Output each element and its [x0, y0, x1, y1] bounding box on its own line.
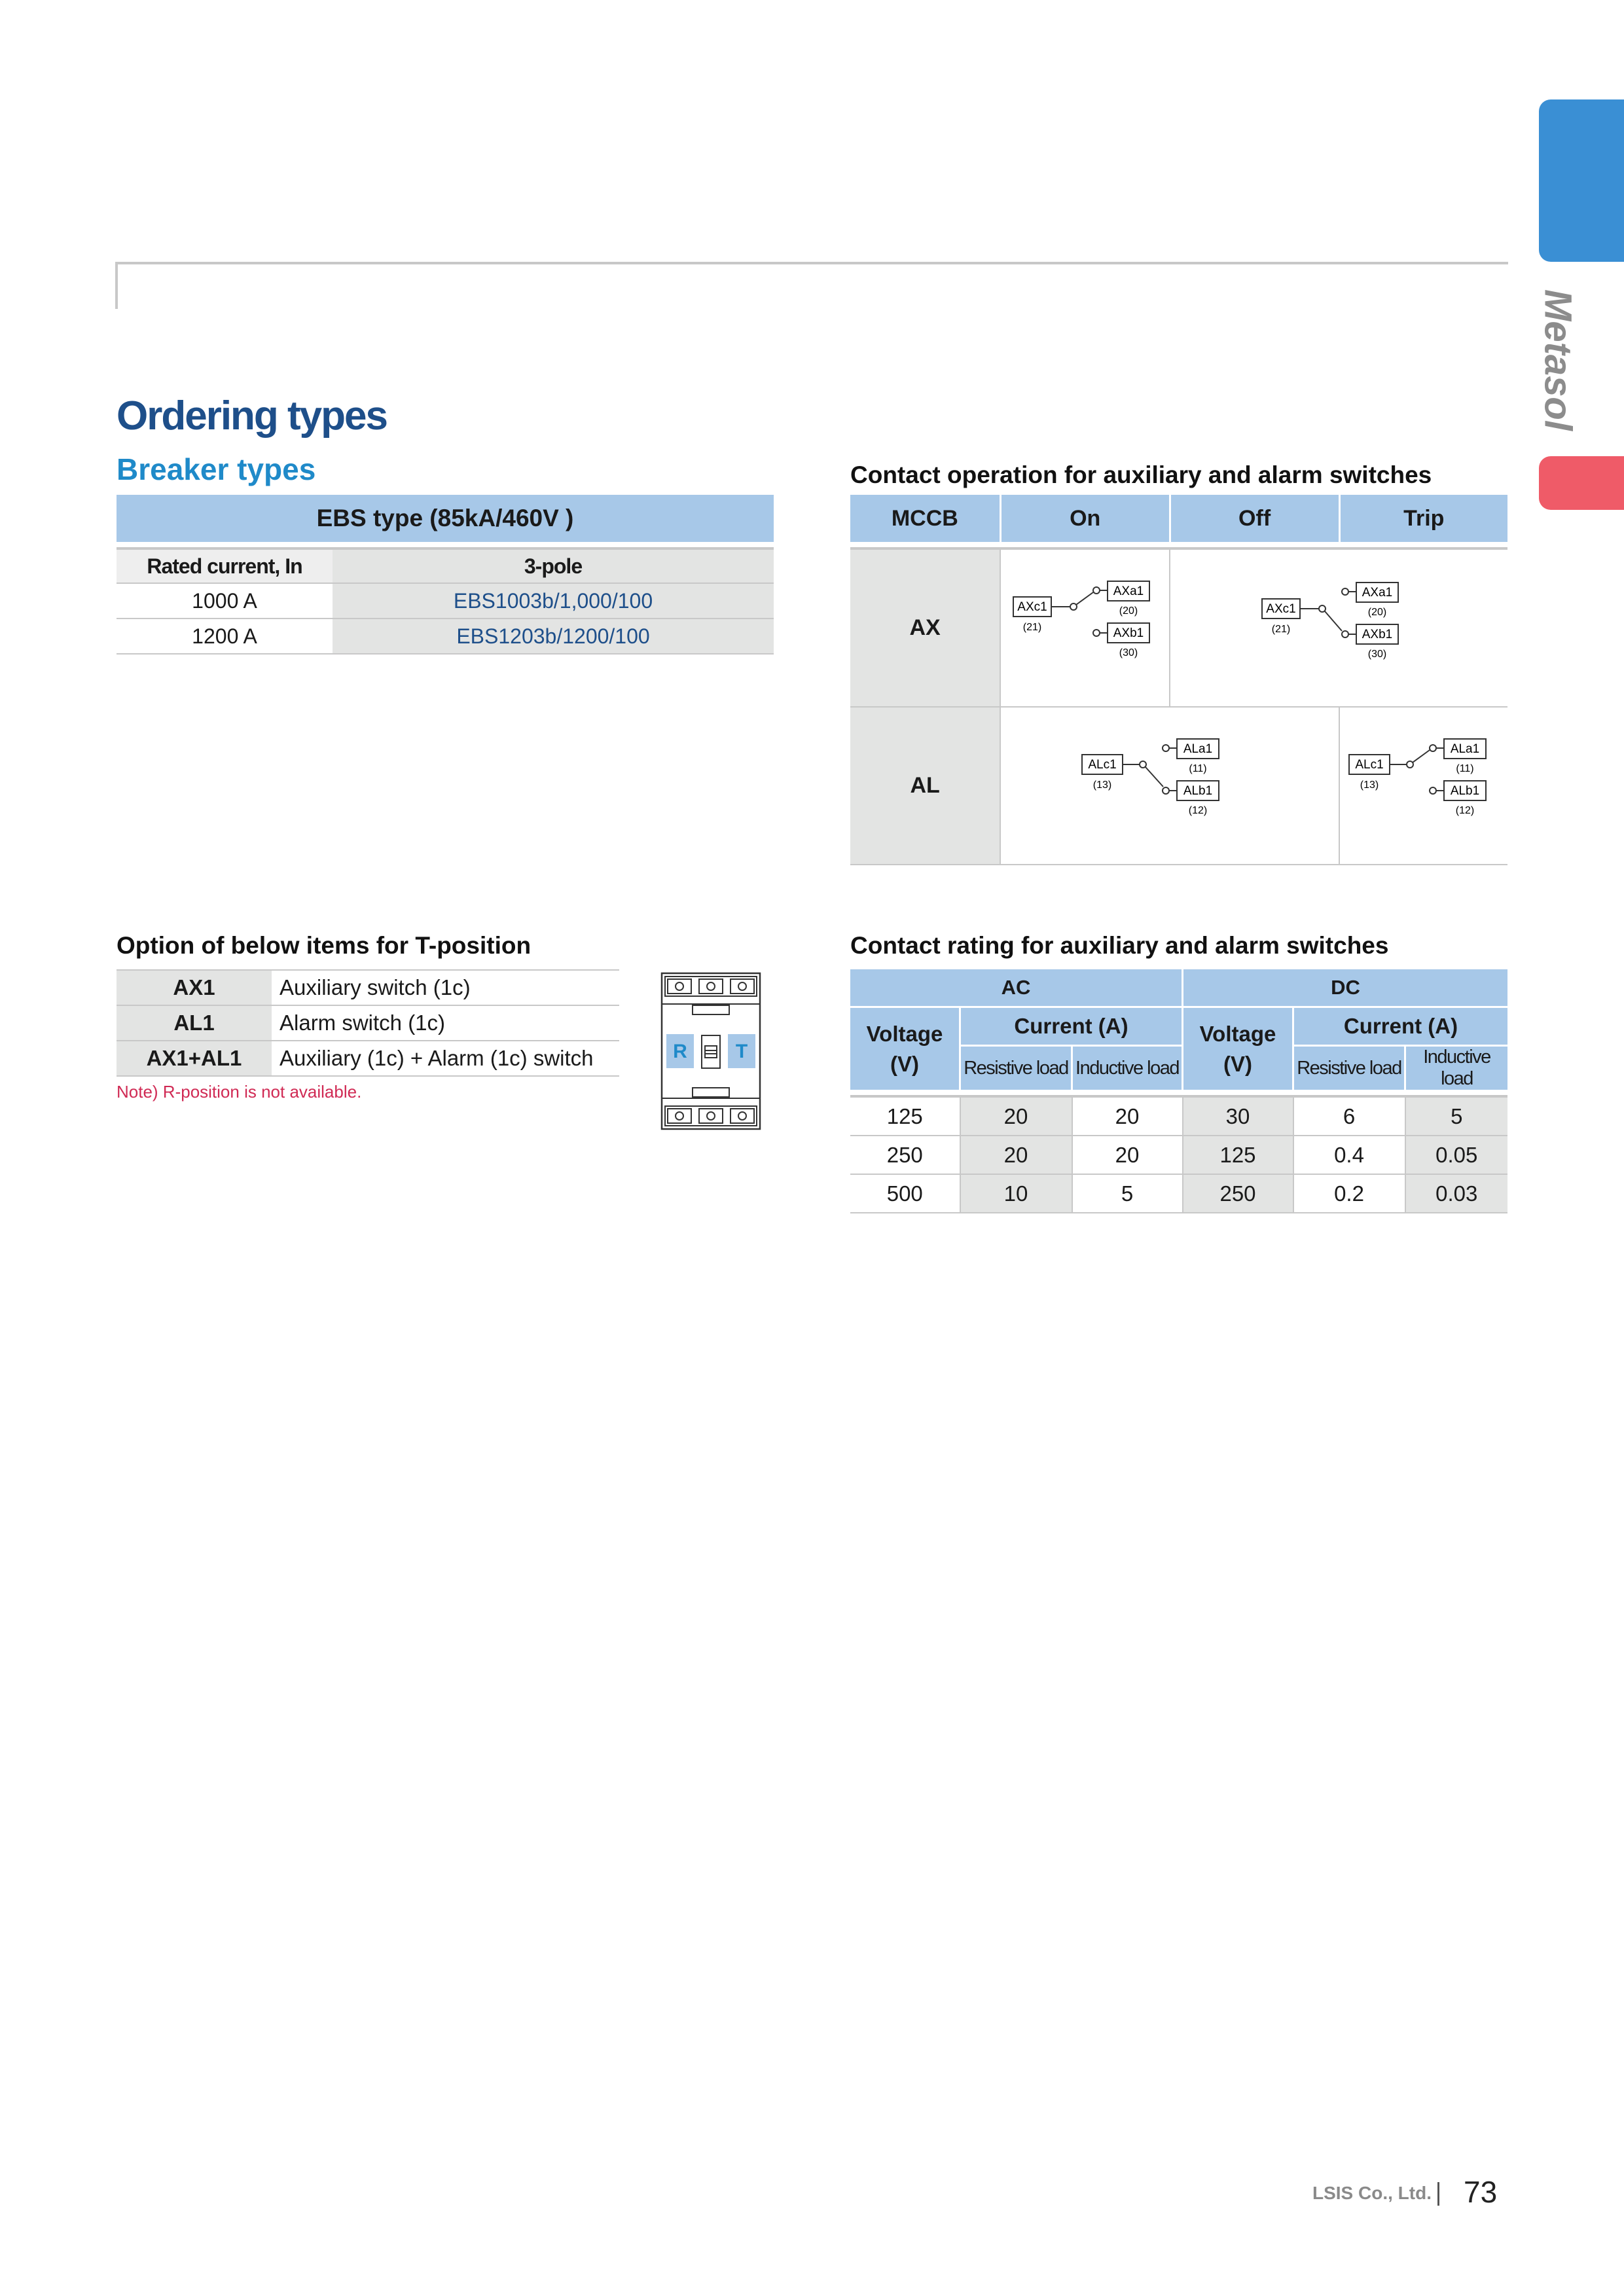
top-rule-tick — [115, 262, 118, 309]
section-subtitle: Breaker types — [117, 452, 316, 486]
dc-voltage-header: Voltage (V) — [1183, 1007, 1293, 1090]
option-title: Option of below items for T-position — [117, 932, 532, 959]
top-rule — [115, 262, 1508, 264]
col-off: Off — [1170, 495, 1339, 542]
svg-text:ALb1: ALb1 — [1183, 784, 1213, 798]
col-on: On — [1000, 495, 1170, 542]
cell: 20 — [1072, 1096, 1183, 1136]
col-trip: Trip — [1339, 495, 1507, 542]
breaker-table-header: EBS type (85kA/460V ) — [117, 495, 774, 542]
table-row — [117, 619, 774, 654]
dc-inductive-header: Inductive load — [1405, 1046, 1508, 1090]
row-label-al: AL — [850, 707, 1000, 865]
svg-text:AXa1: AXa1 — [1113, 584, 1144, 598]
option-code: AL1 — [117, 1005, 272, 1041]
ac-current-header: Current (A) — [960, 1007, 1183, 1046]
cell: 20 — [960, 1136, 1072, 1174]
model-cell: EBS1203b/1200/100 — [333, 619, 774, 654]
col-3-pole: 3-pole — [333, 548, 774, 583]
contact-operation-table — [850, 495, 1507, 865]
cell: 0.05 — [1405, 1136, 1508, 1174]
dc-current-header: Current (A) — [1293, 1007, 1508, 1046]
breaker-position-drawing — [660, 971, 762, 1131]
model-cell: EBS1003b/1,000/100 — [333, 583, 774, 619]
table-row — [850, 707, 1507, 865]
option-desc: Auxiliary switch (1c) — [272, 970, 619, 1005]
ax-on-diagram — [1000, 548, 1170, 707]
table-row — [850, 1174, 1507, 1213]
ax-on-switch-diagram — [1001, 550, 1169, 703]
al-on-off-diagram — [1000, 707, 1339, 865]
cell: 20 — [1072, 1136, 1183, 1174]
al-trip-switch-diagram — [1340, 708, 1507, 861]
option-table — [117, 969, 619, 1077]
cell: 250 — [850, 1136, 960, 1174]
page-number: 73 — [1464, 2175, 1498, 2209]
option-desc: Auxiliary (1c) + Alarm (1c) switch — [272, 1041, 619, 1076]
side-brand-label: Metasol — [1536, 289, 1579, 431]
contact-rating-title: Contact rating for auxiliary and alarm switches — [850, 932, 1389, 959]
option-code: AX1 — [117, 970, 272, 1005]
svg-text:(11): (11) — [1189, 763, 1207, 774]
ax-off-trip-switch-diagram — [1255, 550, 1504, 703]
svg-text:(13): (13) — [1092, 780, 1112, 791]
cell: 0.03 — [1405, 1174, 1508, 1213]
cell: 250 — [1183, 1174, 1293, 1213]
svg-text:ALc1: ALc1 — [1088, 758, 1117, 772]
breaker-types-table — [117, 495, 774, 655]
side-tab-red — [1539, 456, 1624, 510]
cell: 5 — [1405, 1096, 1508, 1136]
cell: 6 — [1293, 1096, 1405, 1136]
svg-text:ALa1: ALa1 — [1183, 742, 1213, 756]
svg-text:AXb1: AXb1 — [1113, 626, 1144, 640]
position-label-t: T — [735, 1041, 748, 1062]
ac-resistive-header: Resistive load — [960, 1046, 1072, 1090]
option-desc: Alarm switch (1c) — [272, 1005, 619, 1041]
ac-inductive-header: Inductive load — [1072, 1046, 1183, 1090]
cell: 500 — [850, 1174, 960, 1213]
option-code: AX1+AL1 — [117, 1041, 272, 1076]
dc-header: DC — [1183, 969, 1508, 1007]
dc-resistive-header: Resistive load — [1293, 1046, 1405, 1090]
note-text: Note) R-position is not available. — [117, 1082, 362, 1102]
contact-operation-title: Contact operation for auxiliary and alarm switches — [850, 461, 1432, 488]
cell: 0.4 — [1293, 1136, 1405, 1174]
svg-text:ALa1: ALa1 — [1450, 742, 1480, 756]
svg-text:(21): (21) — [1022, 622, 1041, 633]
svg-text:(30): (30) — [1367, 649, 1387, 660]
table-row — [117, 1041, 619, 1076]
svg-text:(13): (13) — [1360, 780, 1379, 791]
ac-header: AC — [850, 969, 1183, 1007]
svg-text:(20): (20) — [1119, 605, 1138, 617]
al-on-off-switch-diagram — [1002, 708, 1337, 861]
table-row — [117, 1005, 619, 1041]
al-trip-diagram — [1339, 707, 1507, 865]
table-row — [117, 583, 774, 619]
col-mccb: MCCB — [850, 495, 1000, 542]
svg-text:(30): (30) — [1119, 647, 1138, 658]
svg-text:AXb1: AXb1 — [1362, 628, 1393, 641]
svg-text:(12): (12) — [1188, 805, 1208, 816]
page-title: Ordering types — [117, 393, 387, 439]
svg-text:AXc1: AXc1 — [1017, 600, 1047, 614]
cell: 0.2 — [1293, 1174, 1405, 1213]
svg-text:AXc1: AXc1 — [1266, 602, 1296, 616]
svg-text:AXa1: AXa1 — [1362, 586, 1393, 600]
svg-text:ALc1: ALc1 — [1355, 758, 1384, 772]
cell: 20 — [960, 1096, 1072, 1136]
ax-off-trip-diagram — [1170, 548, 1507, 707]
cell: 125 — [850, 1096, 960, 1136]
svg-text:(21): (21) — [1271, 624, 1291, 635]
svg-text:ALb1: ALb1 — [1450, 784, 1480, 798]
rated-current-cell: 1200 A — [117, 619, 333, 654]
footer-divider — [1437, 2182, 1439, 2206]
footer-company: LSIS Co., Ltd. — [1312, 2183, 1432, 2203]
rated-current-cell: 1000 A — [117, 583, 333, 619]
svg-text:(20): (20) — [1367, 607, 1387, 618]
contact-rating-table — [850, 969, 1507, 1213]
row-label-ax: AX — [850, 548, 1000, 707]
ac-voltage-header: Voltage (V) — [850, 1007, 960, 1090]
svg-text:(11): (11) — [1456, 763, 1474, 774]
cell: 30 — [1183, 1096, 1293, 1136]
cell: 5 — [1072, 1174, 1183, 1213]
position-label-r: R — [673, 1041, 687, 1062]
cell: 125 — [1183, 1136, 1293, 1174]
table-row — [850, 1096, 1507, 1136]
cell: 10 — [960, 1174, 1072, 1213]
svg-text:(12): (12) — [1455, 805, 1475, 816]
table-row — [850, 1136, 1507, 1174]
side-tab-blue — [1539, 99, 1624, 262]
col-rated-current: Rated current, In — [117, 548, 333, 583]
table-row — [117, 970, 619, 1005]
table-row — [850, 548, 1507, 707]
